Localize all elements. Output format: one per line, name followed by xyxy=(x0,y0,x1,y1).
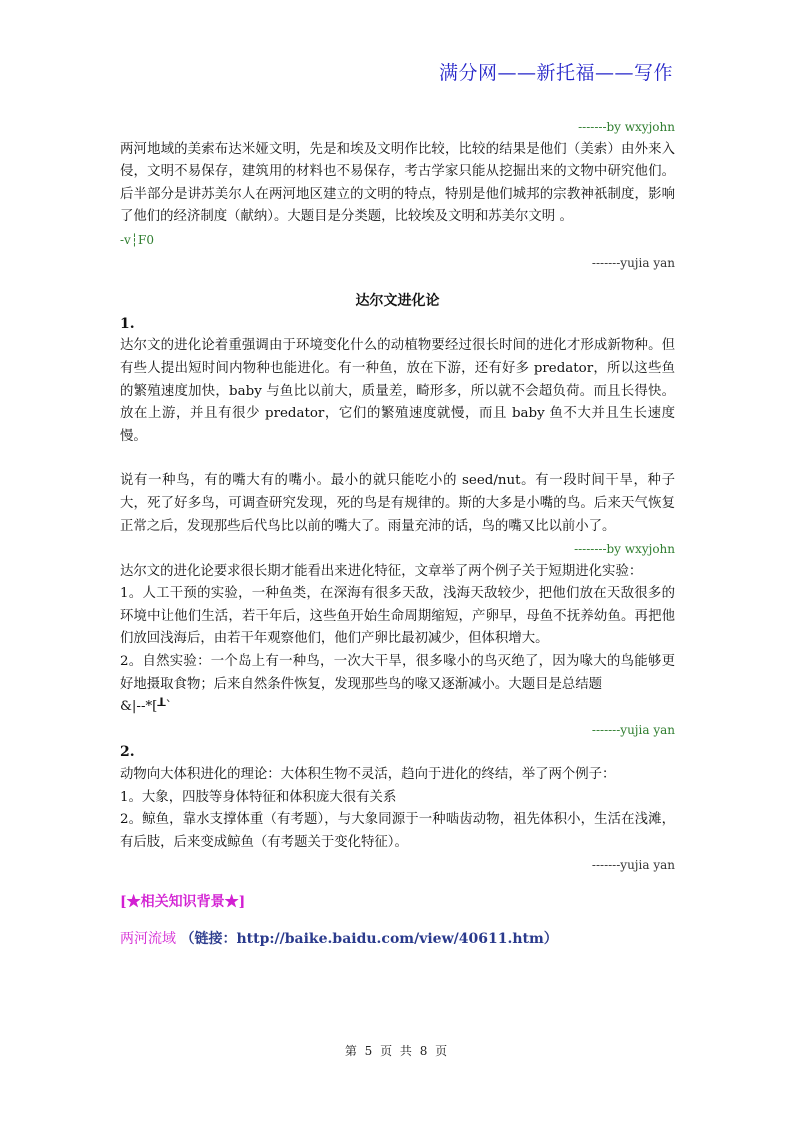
author-signature: -------yujia yan xyxy=(591,255,675,270)
paragraph: 说有一种鸟，有的嘴大有的嘴小。最小的就只能吃小的 seed/nut。有一段时间干旱，种子大，死了好多鸟，可调查研究发现，死的鸟是有规律的。斯的大多是小嘴的鸟。后来天气恢复正常之后，发现那些后代鸟比以前的嘴大了。雨量充沛的话，鸟的嘴又比以前小了。 xyxy=(120,473,675,534)
author-signature: --------by wxyjohn xyxy=(574,542,675,557)
author-signature: -------by wxyjohn xyxy=(578,120,675,134)
paragraph: 1。大象，四肢等身体特征和体积庞大很有关系 xyxy=(120,789,397,805)
section-number: 1. xyxy=(120,315,135,332)
page-footer: 第 5 页 共 8 页 xyxy=(344,1044,450,1058)
paragraph: 2。鲸鱼，靠水支撑体重（有考题），与大象同源于一种啮齿动物，祖先体积小，生活在浅滩，有后肢，后来变成鲸鱼（有考题关于变化特征）。 xyxy=(120,812,675,850)
document-body xyxy=(120,116,675,950)
paragraph: 达尔文的进化论要求很长期才能看出来进化特征，文章举了两个例子关于短期进化实验： xyxy=(120,563,643,579)
related-link-label[interactable]: 两河流域 xyxy=(120,930,176,947)
garbled-text: -v┆F0 xyxy=(120,232,155,247)
author-signature: -------yujia yan xyxy=(591,858,675,873)
related-link-line xyxy=(120,928,675,951)
paragraph: 动物向大体积进化的理论：大体积生物不灵活，趋向于进化的终结，举了两个例子： xyxy=(120,767,616,783)
related-heading: [★相关知识背景★] xyxy=(120,894,246,910)
paragraph: 1。人工干预的实验，一种鱼类，在深海有很多天敌，浅海天敌较少，把他们放在天敌很多的环境中让他们生活，若干年后，这些鱼开始生命周期缩短，产卵早，母鱼不抚养幼鱼。再把他们放回浅海后，由若干年观察他们，他们产卵比最初减少，但体积增大。 xyxy=(120,586,675,647)
paragraph-mesopotamia: 两河地域的美索布达米娅文明，先是和埃及文明作比较，比较的结果是他们（美索）由外来入侵，文明不易保存，建筑用的材料也不易保存，考古学家只能从挖掘出来的文物中研究他们。后半部分是讲苏美尔人在两河地区建立的文明的特点，特别是他们城邦的宗教神祇制度，影响了他们的经济制度（献纳）。大题目是分类题，比较埃及文明和苏美尔文明 。 xyxy=(120,141,675,225)
author-signature: -------yujia yan xyxy=(591,722,675,737)
garbled-text: &|--*[┸ˋ xyxy=(120,699,173,715)
page-header-title: 满分网——新托福——写作 xyxy=(438,62,673,84)
paragraph: 达尔文的进化论着重强调由于环境变化什么的动植物要经过很长时间的进化才形成新物种。但有些人提出短时间内物种也能进化。有一种鱼，放在下游，还有好多 predator，所以这些鱼的繁殖速度加快，baby 与鱼比以前大，质量差，畸形多，所以就不会超负荷。而且长得快。放在上游，并且有很少 predator，它们的繁殖速度就慢，而且 baby 鱼不大并且生长速度慢。 xyxy=(120,338,675,444)
paragraph: 2。自然实验：一个岛上有一种鸟，一次大干旱，很多喙小的鸟灭绝了，因为喙大的鸟能够更好地摄取食物；后来自然条件恢复，发现那些鸟的喙又逐渐减小。大题目是总结题 xyxy=(120,654,675,692)
section-number: 2. xyxy=(120,744,135,761)
related-link-url[interactable]: （链接：http://baike.baidu.com/view/40611.htm） xyxy=(180,930,558,947)
section-title: 达尔文进化论 xyxy=(355,293,440,310)
